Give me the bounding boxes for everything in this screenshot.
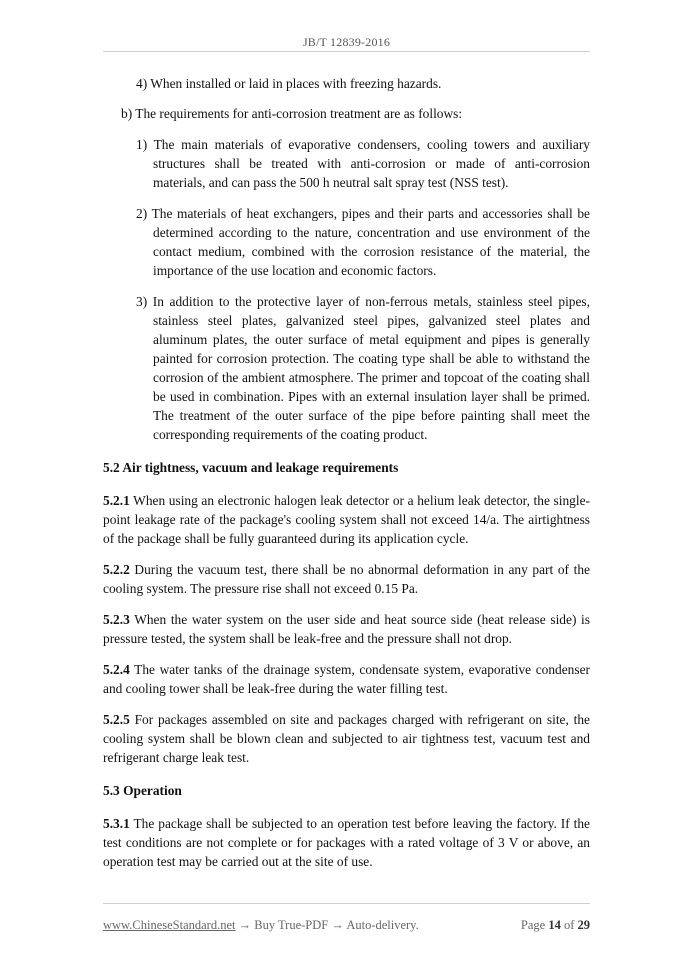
clause-number: 5.2.3: [103, 612, 130, 627]
arrow-right-icon: →: [328, 918, 347, 932]
clause-number: 5.2.4: [103, 662, 130, 677]
section-heading-5-2: 5.2 Air tightness, vacuum and leakage requirements: [103, 460, 399, 475]
clause-text: For packages assembled on site and packages charged with refrigerant on site, the cooling system shall be blown clean and subjected to air tightness test, vacuum test and refrigerant charge leak test.: [103, 712, 590, 765]
buy-pdf-text: Buy True-PDF: [254, 918, 329, 932]
page-header: [103, 0, 590, 52]
clause-5-3-1: [103, 814, 590, 871]
clause-5-2-5: [103, 710, 590, 767]
page-footer: [103, 903, 590, 952]
list-item-b: b) The requirements for anti-corrosion treatment are as follows:: [121, 106, 463, 121]
list-item-a4: 4) When installed or laid in places with freezing hazards.: [136, 76, 442, 91]
clause-text: The water tanks of the drainage system, condensate system, evaporative condenser and cooling tower shall be leak-free during the water filling test.: [103, 662, 590, 696]
list-item-b2: 2) The materials of heat exchangers, pipes and their parts and accessories shall be determined according to the nature, concentration and use environment of the contact medium, combined with the corrosion resistance of the material, the importance of the use location and economic factors.: [136, 206, 590, 278]
clause-text: During the vacuum test, there shall be no abnormal deformation in any part of the cooling system. The pressure rise shall not exceed 0.15 Pa.: [103, 562, 590, 596]
clause-5-2-2: [103, 560, 590, 598]
clause-text: The package shall be subjected to an operation test before leaving the factory. If the test conditions are not complete or for packages with a rated voltage of 3 V or above, an operation test may be carried out at the site of use.: [103, 816, 590, 869]
document-id: JB/T 12839-2016: [302, 35, 391, 49]
section-heading-5-3: 5.3 Operation: [103, 783, 182, 798]
arrow-right-icon: →: [235, 918, 255, 932]
clause-5-2-4: [103, 660, 590, 698]
page-label: Page: [520, 918, 549, 932]
page-content: [103, 74, 590, 871]
page-of-label: of: [560, 918, 578, 932]
current-page: 14: [548, 918, 561, 932]
total-pages: 29: [577, 918, 590, 932]
clause-text: When the water system on the user side and heat source side (heat release side) is pressure tested, the system shall be leak-free and the pressure shall not drop.: [103, 612, 590, 646]
list-item-b1: 1) The main materials of evaporative condensers, cooling towers and auxiliary structures shall be treated with anti-corrosion or made of anti-corrosion materials, and can pass the 500 h neutral salt spray test (NSS test).: [136, 137, 590, 190]
page-number: [521, 918, 590, 933]
clause-number: 5.3.1: [103, 816, 130, 831]
clause-text: When using an electronic halogen leak detector or a helium leak detector, the single-point leakage rate of the package's cooling system shall not exceed 14/a. The airtightness of the package shall be fully guaranteed during its application cycle.: [103, 493, 590, 546]
clause-number: 5.2.5: [103, 712, 130, 727]
auto-delivery-text: Auto-delivery.: [346, 918, 419, 932]
footer-links: [103, 918, 419, 933]
list-item-b3: 3) In addition to the protective layer of non-ferrous metals, stainless steel pipes, stainless steel plates, galvanized steel pipes, galvanized steel plates and aluminum plates, the outer surface of metal equipment and pipes is generally painted for corrosion protection. The coating type shall be able to withstand the corrosion of the ambient atmosphere. The primer and topcoat of the coating shall be used in combination. Pipes with an external insulation layer shall be primed. The treatment of the outer surface of the pipe before painting shall meet the corresponding requirements of the coating product.: [136, 294, 590, 442]
clause-5-2-1: [103, 491, 590, 548]
clause-number: 5.2.1: [103, 493, 130, 508]
clause-5-2-3: [103, 610, 590, 648]
clause-number: 5.2.2: [103, 562, 130, 577]
site-link[interactable]: www.ChineseStandard.net: [103, 918, 236, 932]
